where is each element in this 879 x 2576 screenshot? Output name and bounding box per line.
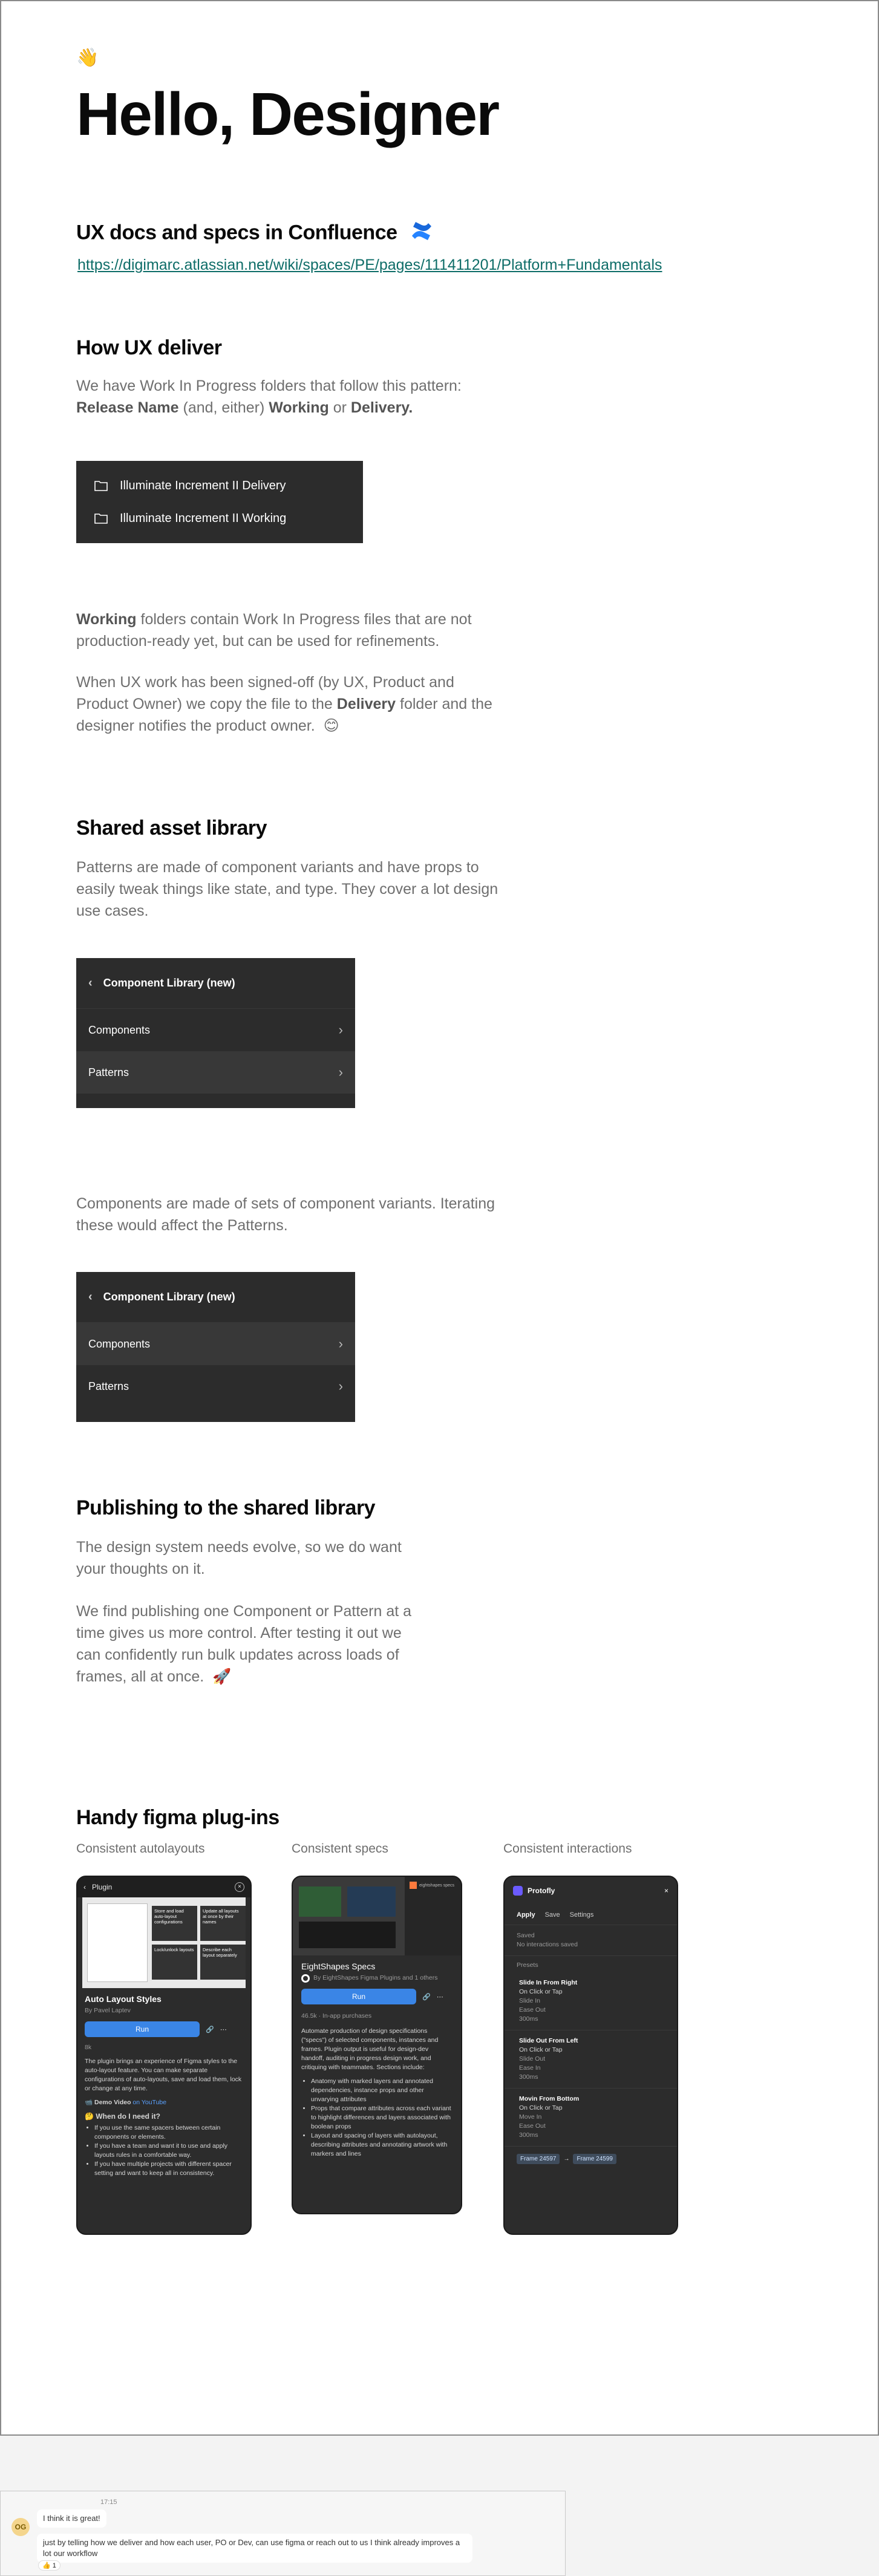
arrow-right-icon: → (563, 2156, 570, 2162)
patterns-description: Patterns are made of component variants and have props to easily tweak things like state, and type. They cover a lot design use cases. (76, 859, 498, 919)
asset-library-heading: Shared asset library (76, 817, 267, 840)
cover-thumb: Lock/unlock layouts (152, 1945, 197, 1980)
preset-animation: Slide In (519, 1997, 541, 2004)
cover-ui-mock (87, 1903, 148, 1982)
preset-duration: 300ms (519, 2015, 538, 2023)
working-bold: Working (76, 611, 137, 628)
plugin-window-titlebar (77, 1877, 250, 1897)
library-title: Component Library (new) (103, 1291, 235, 1303)
library-title: Component Library (new) (103, 977, 235, 989)
plugins-heading: Handy figma plug-ins (76, 1806, 279, 1829)
folder-label: Illuminate Increment II Working (120, 511, 287, 525)
plugin-name: Protofly (528, 1886, 555, 1895)
plugin-author: By Pavel Laptev (85, 2007, 131, 2014)
delivery-bold: Delivery (336, 696, 396, 712)
publishing-text-2-body: We find publishing one Component or Pattern at a time gives us more control. After testing it out we can confidently run bulk updates across loads of frames, all at once. (76, 1603, 412, 1685)
comment-message: I think it is great! (37, 2509, 106, 2528)
preset-title: Slide Out From Left (519, 2037, 578, 2044)
confluence-logo-icon (410, 219, 434, 249)
reaction-badge[interactable]: 👍 1 (38, 2560, 60, 2571)
library-row-components[interactable] (76, 1323, 355, 1365)
cover-thumb: Update all layouts at once by their names (200, 1906, 246, 1941)
link-icon[interactable]: 🔗 (206, 2026, 214, 2033)
autolayout-plugin-card[interactable] (76, 1876, 252, 2235)
plugin-description: Automate production of design specifications ("specs") of selected components, instances and frames. Plugin output is useful for design-dev handoff, auditing in progress design work, and critiquing with teammates. Sections include: (301, 2027, 439, 2071)
plugin-name: EightShapes Specs (301, 1961, 376, 1971)
signoff-post: folder and the designer notifies the product owner. (76, 696, 492, 734)
folder-item[interactable] (76, 469, 363, 502)
library-row-components[interactable] (76, 1009, 355, 1051)
chevron-right-icon: › (338, 1378, 343, 1394)
author-avatar-icon (301, 1974, 310, 1983)
intro-line: We have Work In Progress folders that follow this pattern: (76, 377, 462, 394)
preset-easing: Ease Out (519, 2122, 546, 2130)
tab-save[interactable]: Save (544, 1911, 560, 1919)
list-item: • Props that compare attributes across each variant to highlight differences and layers associated with boolean props (311, 2104, 453, 2131)
preset-trigger: On Click or Tap (519, 2046, 563, 2053)
saved-empty-text: No interactions saved (517, 1941, 578, 1948)
list-item: • If you have a team and want it to use and apply layouts rules in a comfortable way. (94, 2142, 243, 2160)
plugin-author-row (301, 1974, 453, 1983)
preset-duration: 300ms (519, 2073, 538, 2081)
install-count: 8k (85, 2044, 92, 2051)
run-button[interactable]: Run (85, 2021, 200, 2037)
row-label: Patterns (88, 1380, 129, 1392)
working-text: folders contain Work In Progress files that are not production-ready yet, but can be used for refinements. (76, 611, 472, 650)
protofly-header (505, 1877, 677, 1905)
protofly-tabs (505, 1905, 677, 1925)
confluence-heading (76, 219, 434, 249)
plugin-cover-image (293, 1877, 461, 1955)
chevron-right-icon: › (338, 1336, 343, 1351)
preset-trigger: On Click or Tap (519, 1988, 563, 1995)
list-item: • If you have multiple projects with different spacer setting and want to keep all in consistency. (94, 2160, 243, 2178)
library-header (76, 958, 355, 1009)
publishing-text-1: The design system needs evolve, so we do want your thoughts on it. (76, 1539, 402, 1577)
folder-label: Illuminate Increment II Delivery (120, 478, 286, 492)
list-item: • If you use the same spacers between certain components or elements. (94, 2124, 243, 2142)
waving-hand-emoji: 👋 (76, 48, 99, 68)
preset-easing: Ease In (519, 2064, 541, 2072)
protofly-logo-icon (513, 1886, 523, 1896)
list-item: • Layout and spacing of layers with autolayout, describing attributes and annotating artwork with markers and lines (311, 2131, 453, 2159)
close-icon[interactable]: × (235, 1882, 244, 1892)
preset-duration: 300ms (519, 2131, 538, 2139)
plugin-stats: 46.5k · In-app purchases (301, 2012, 372, 2020)
preset-item[interactable] (505, 1975, 677, 2030)
protofly-plugin-card[interactable] (503, 1876, 678, 2235)
preset-item[interactable] (505, 2089, 677, 2147)
working-description (76, 608, 500, 652)
plugin-author: By EightShapes Figma Plugins and 1 others (313, 1974, 438, 1981)
folder-item[interactable] (76, 502, 363, 535)
preset-animation: Slide Out (519, 2055, 546, 2062)
folder-icon (94, 513, 108, 524)
component-library-panel-patterns (76, 958, 355, 1108)
plugin-name: Auto Layout Styles (85, 1994, 162, 2004)
library-row-patterns[interactable] (76, 1365, 355, 1407)
library-row-patterns[interactable] (76, 1051, 355, 1094)
frame-from-chip[interactable]: Frame 24597 (517, 2154, 560, 2164)
comment-thread (0, 2491, 566, 2576)
plugin-label-interactions: Consistent interactions (503, 1842, 632, 1856)
folder-icon (94, 480, 108, 491)
frame-to-chip[interactable]: Frame 24599 (573, 2154, 616, 2164)
confluence-heading-text: UX docs and specs in Confluence (76, 221, 397, 244)
preset-item[interactable] (505, 2030, 677, 2089)
thinking-emoji: 🤔 (85, 2112, 94, 2121)
close-icon[interactable]: × (664, 1886, 668, 1895)
brand-label: eightshapes specs (419, 1883, 454, 1888)
row-label: Components (88, 1023, 151, 1036)
more-icon[interactable]: ⋯ (436, 1993, 443, 2001)
plugin-label-specs: Consistent specs (292, 1842, 388, 1856)
chevron-left-icon[interactable]: ‹ (88, 1290, 93, 1303)
row-label: Components (88, 1337, 151, 1350)
more-icon[interactable]: ⋯ (220, 2026, 227, 2033)
components-description: Components are made of sets of component variants. Iterating these would affect the Patterns. (76, 1195, 495, 1234)
preset-easing: Ease Out (519, 2006, 546, 2014)
smile-emoji: 😊 (323, 717, 339, 734)
when-heading (85, 2112, 243, 2121)
avatar: OG (11, 2518, 30, 2536)
eightshapes-logo-icon (410, 1882, 417, 1889)
video-icon: 📹 (85, 2099, 93, 2106)
plugin-cover-image (82, 1897, 246, 1988)
preset-trigger: On Click or Tap (519, 2104, 563, 2111)
cover-thumb: Store and load auto-layout configurations (152, 1906, 197, 1941)
ux-deliver-intro (76, 375, 536, 419)
plugin-label-autolayout: Consistent autolayouts (76, 1842, 205, 1856)
link-icon[interactable]: 🔗 (422, 1993, 431, 2001)
youtube-link[interactable]: on YouTube (132, 2099, 167, 2106)
comment-timestamp: 17:15 (100, 2499, 117, 2506)
saved-label: Saved (517, 1932, 535, 1939)
ux-deliver-heading: How UX deliver (76, 336, 222, 359)
intro-mid: (and, either) (178, 399, 269, 416)
plugin-description: The plugin brings an experience of Figma styles to the auto-layout feature. You can make separate configurations of auto-layouts, save and load them, lock or change at any time. (85, 2058, 242, 2092)
publishing-text-2 (76, 1600, 415, 1687)
folder-list-panel (76, 461, 363, 543)
preset-title: Slide In From Right (519, 1979, 578, 1986)
cover-canvas-mock (293, 1877, 405, 1955)
signoff-description (76, 671, 500, 737)
autolayout-bullet-list (94, 2124, 243, 2178)
intro-or: or (328, 399, 351, 416)
row-label: Patterns (88, 1066, 129, 1078)
comment-message: just by telling how we deliver and how each user, PO or Dev, can use figma or reach out to us I think already improves a lot our workflow (37, 2534, 472, 2563)
page-title: Hello, Designer (76, 80, 498, 148)
demo-video-line (85, 2098, 243, 2107)
rocket-emoji: 🚀 (212, 1668, 232, 1685)
signoff-pre: When UX work has been signed-off (by UX, Product and Product Owner) we copy the file to the (76, 674, 454, 712)
specs-bullet-list (311, 2077, 453, 2159)
run-button[interactable]: Run (301, 1989, 416, 2004)
chevron-right-icon: › (338, 1022, 343, 1037)
confluence-link[interactable]: https://digimarc.atlassian.net/wiki/spaces/PE/pages/111411201/Platform+Fundamentals (77, 256, 662, 273)
specs-plugin-card[interactable] (292, 1876, 462, 2214)
tab-apply[interactable]: Apply (517, 1911, 535, 1919)
delivery-label: Delivery. (350, 399, 413, 416)
when-heading-text: When do I need it? (96, 2112, 160, 2121)
chevron-left-icon[interactable]: ‹ (88, 976, 93, 990)
cover-thumb: Describe each layout separately (200, 1945, 246, 1980)
preset-title: Movin From Bottom (519, 2095, 580, 2102)
release-name-label: Release Name (76, 399, 179, 416)
tab-settings[interactable]: Settings (569, 1911, 594, 1919)
window-title: Plugin (92, 1883, 113, 1891)
preset-animation: Move In (519, 2113, 542, 2121)
component-library-panel-components (76, 1272, 355, 1422)
frame-selection-row (505, 2147, 677, 2171)
presets-label: Presets (517, 1961, 538, 1969)
demo-label: Demo Video (94, 2099, 131, 2106)
working-label: Working (269, 399, 329, 416)
publishing-heading: Publishing to the shared library (76, 1496, 376, 1519)
chevron-left-icon[interactable]: ‹ (83, 1883, 86, 1891)
library-header (76, 1272, 355, 1323)
chevron-right-icon: › (338, 1065, 343, 1080)
list-item: • Anatomy with marked layers and annotated dependencies, instance props and other unvarying attributes (311, 2077, 453, 2104)
